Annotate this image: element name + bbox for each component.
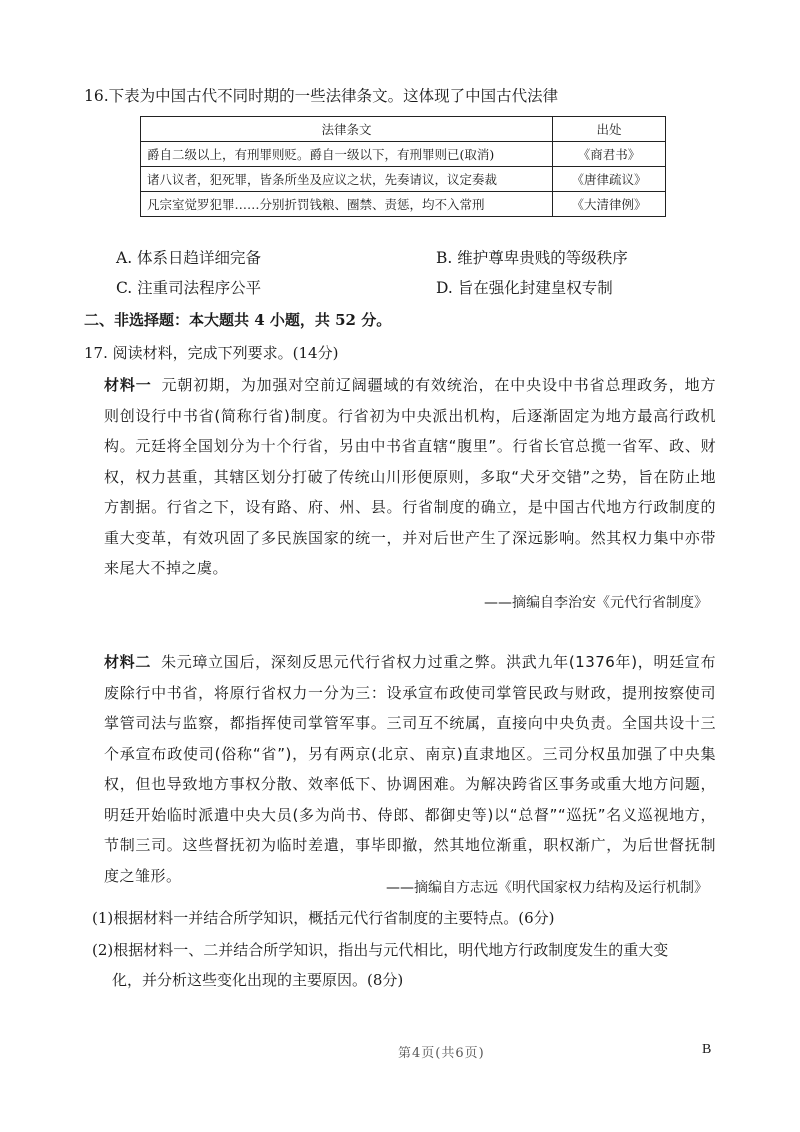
sub-question-1: (1)根据材料一并结合所学知识，概括元代行省制度的主要特点。(6分) bbox=[92, 909, 555, 927]
material-1 bbox=[104, 370, 716, 584]
law-table-row bbox=[141, 142, 666, 167]
option-b: B. 维护尊卑贵贱的等级秩序 bbox=[436, 249, 628, 267]
material-2-citation: ——摘编自方志远《明代国家权力结构及运行机制》 bbox=[386, 880, 708, 896]
law-table-header-source: 出处 bbox=[553, 117, 666, 142]
law-article-cell: 诸八议者，犯死罪，皆条所坐及应议之状，先奏请议，议定奏裁 bbox=[141, 167, 553, 192]
question-17-stem: 17. 阅读材料，完成下列要求。(14分) bbox=[84, 344, 339, 362]
law-article-cell: 爵自二级以上，有刑罪则贬。爵自一级以下，有刑罪则已(取消) bbox=[141, 142, 553, 167]
law-source-cell: 《唐律疏议》 bbox=[553, 167, 666, 192]
law-table-row bbox=[141, 167, 666, 192]
law-article-cell: 凡宗室觉罗犯罪……分别折罚钱粮、圈禁、责惩，均不入常刑 bbox=[141, 192, 553, 217]
version-mark: B bbox=[702, 1042, 712, 1057]
option-a: A. 体系日趋详细完备 bbox=[116, 249, 262, 267]
option-c: C. 注重司法程序公平 bbox=[116, 279, 262, 297]
law-table-header-row bbox=[141, 117, 666, 142]
law-source-cell: 《大清律例》 bbox=[553, 192, 666, 217]
sub-question-2-line-1: (2)根据材料一、二并结合所学知识，指出与元代相比，明代地方行政制度发生的重大变 bbox=[92, 941, 669, 959]
law-source-cell: 《商君书》 bbox=[553, 142, 666, 167]
material-2-label: 材料二 bbox=[104, 653, 152, 671]
sub-question-2-line-2: 化，并分析这些变化出现的主要原因。(8分) bbox=[112, 971, 404, 989]
sub-question-2 bbox=[92, 935, 712, 995]
law-table-header-article: 法律条文 bbox=[141, 117, 553, 142]
law-table-row bbox=[141, 192, 666, 217]
section-2-heading: 二、非选择题：本大题共 4 小题，共 52 分。 bbox=[84, 311, 392, 329]
page-number: 第4页(共6页) bbox=[398, 1046, 485, 1061]
question-16-stem: 16.下表为中国古代不同时期的一些法律条文。这体现了中国古代法律 bbox=[84, 87, 559, 105]
law-table bbox=[140, 116, 666, 217]
material-2 bbox=[104, 647, 716, 891]
material-2-text: 朱元璋立国后，深刻反思元代行省权力过重之弊。洪武九年(1376年)，明廷宣布废除行中书省，将原行省权力一分为三：设承宣布政使司掌管民政与财政，提刑按察使司掌管司法与监察，都指挥使司掌管军事。三司互不统属，直接向中央负责。全国共设十三个承宣布政使司(俗称“省”)，另有两京(北京、南京)直隶地区。三司分权虽加强了中央集权，但也导致地方事权分散、效率低下、协调困难。为解决跨省区事务或重大地方问题，明廷开始临时派遣中央大员(多为尚书、侍郎、都御史等)以“总督”“巡抚”名义巡视地方，节制三司。这些督抚初为临时差遣，事毕即撤，然其地位渐重，职权渐广，为后世督抚制度之雏形。 bbox=[104, 653, 716, 885]
material-1-citation: ——摘编自李治安《元代行省制度》 bbox=[484, 595, 708, 611]
material-1-text: 元朝初期，为加强对空前辽阔疆域的有效统治，在中央设中书省总理政务，地方则创设行中书省(简称行省)制度。行省初为中央派出机构，后逐渐固定为地方最高行政机构。元廷将全国划分为十个行省，另由中书省直辖“腹里”。行省长官总揽一省军、政、财权，权力甚重，其辖区划分打破了传统山川形便原则，多取“犬牙交错”之势，旨在防止地方割据。行省之下，设有路、府、州、县。行省制度的确立，是中国古代地方行政制度的重大变革，有效巩固了多民族国家的统一，并对后世产生了深远影响。然其权力集中亦带来尾大不掉之虞。 bbox=[104, 376, 716, 577]
material-1-label: 材料一 bbox=[104, 376, 152, 394]
option-d: D. 旨在强化封建皇权专制 bbox=[436, 279, 613, 297]
